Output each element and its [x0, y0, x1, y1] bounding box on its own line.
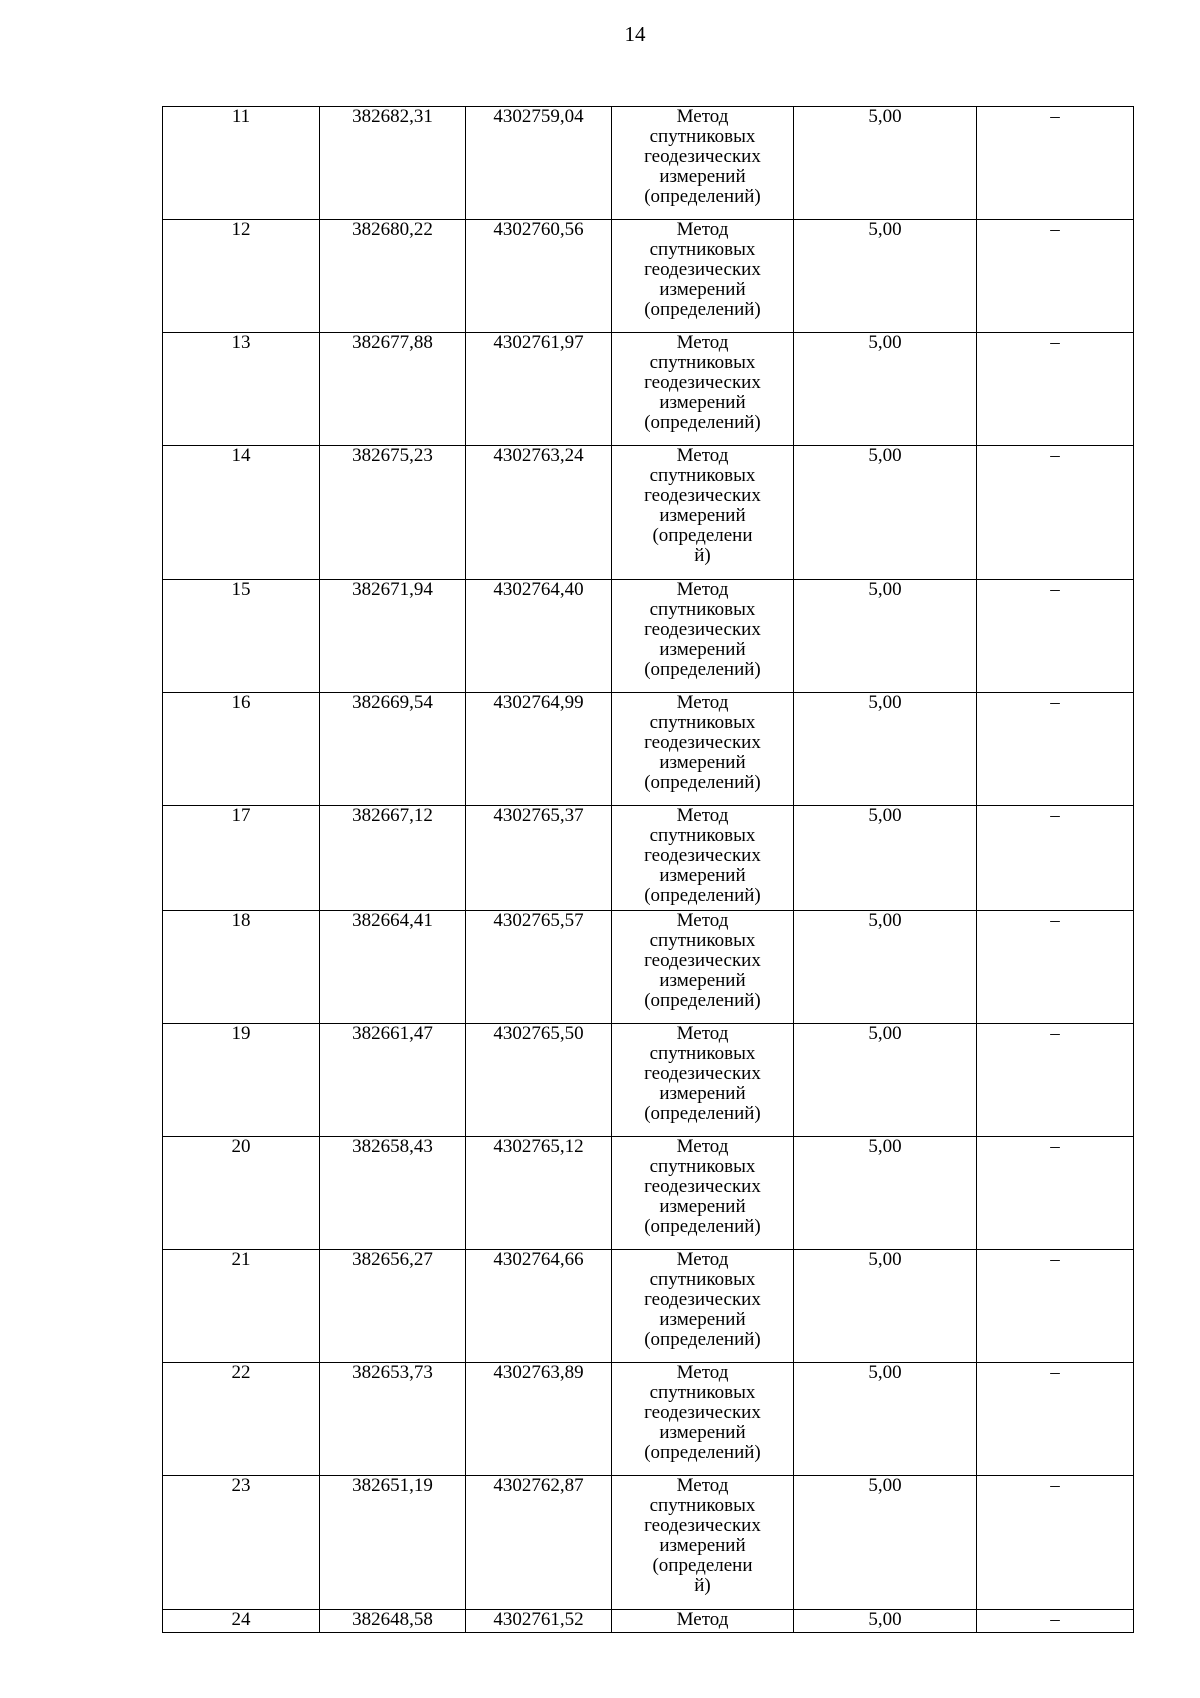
note-cell: – [977, 1250, 1134, 1363]
method-line: геодезических [644, 372, 761, 393]
method-line: Метод [676, 332, 729, 353]
method-line: измерений [659, 639, 746, 660]
x-coordinate-cell: 382682,31 [320, 107, 466, 220]
method-line: измерений [659, 752, 746, 773]
x-coordinate-cell: 382667,12 [320, 806, 466, 911]
method-line: геодезических [644, 950, 761, 971]
x-coordinate-cell: 382651,19 [320, 1476, 466, 1610]
method-cell [612, 806, 794, 911]
method-line: геодезических [644, 619, 761, 640]
point-number-cell: 11 [163, 107, 320, 220]
accuracy-cell: 5,00 [794, 1024, 977, 1137]
accuracy-cell: 5,00 [794, 1250, 977, 1363]
method-line: Метод [676, 692, 729, 713]
table-row [163, 1250, 1134, 1363]
method-line: Метод [676, 1609, 729, 1630]
method-line: Метод [676, 1249, 729, 1270]
note-cell: – [977, 693, 1134, 806]
y-coordinate-cell: 4302765,12 [466, 1137, 612, 1250]
method-line: Метод [676, 106, 729, 127]
table-row [163, 1610, 1134, 1633]
note-cell: – [977, 1476, 1134, 1610]
y-coordinate-cell: 4302765,50 [466, 1024, 612, 1137]
accuracy-cell: 5,00 [794, 1137, 977, 1250]
point-number-cell: 15 [163, 580, 320, 693]
method-line: спутниковых [649, 825, 756, 846]
accuracy-cell: 5,00 [794, 1610, 977, 1633]
method-line: Метод [676, 1475, 729, 1496]
note-cell: – [977, 1610, 1134, 1633]
accuracy-cell: 5,00 [794, 446, 977, 580]
method-cell [612, 1476, 794, 1610]
method-cell [612, 446, 794, 580]
point-number-cell: 17 [163, 806, 320, 911]
y-coordinate-cell: 4302765,57 [466, 911, 612, 1024]
method-line: спутниковых [649, 1495, 756, 1516]
x-coordinate-cell: 382664,41 [320, 911, 466, 1024]
point-number-cell: 22 [163, 1363, 320, 1476]
method-line: (определений) [644, 990, 761, 1011]
method-line: спутниковых [649, 712, 756, 733]
table-row [163, 446, 1134, 580]
method-line: измерений [659, 392, 746, 413]
method-line: спутниковых [649, 1043, 756, 1064]
table-row [163, 1024, 1134, 1137]
note-cell: – [977, 911, 1134, 1024]
method-line: (определений) [644, 412, 761, 433]
method-line: измерений [659, 1422, 746, 1443]
x-coordinate-cell: 382653,73 [320, 1363, 466, 1476]
accuracy-cell: 5,00 [794, 911, 977, 1024]
method-line: геодезических [644, 1063, 761, 1084]
method-line: измерений [659, 505, 746, 526]
accuracy-cell: 5,00 [794, 220, 977, 333]
y-coordinate-cell: 4302763,89 [466, 1363, 612, 1476]
method-line: й) [694, 545, 711, 566]
y-coordinate-cell: 4302764,66 [466, 1250, 612, 1363]
accuracy-cell: 5,00 [794, 580, 977, 693]
point-number-cell: 24 [163, 1610, 320, 1633]
point-number-cell: 18 [163, 911, 320, 1024]
table-body [163, 107, 1134, 1633]
x-coordinate-cell: 382656,27 [320, 1250, 466, 1363]
accuracy-cell: 5,00 [794, 693, 977, 806]
accuracy-cell: 5,00 [794, 333, 977, 446]
point-number-cell: 14 [163, 446, 320, 580]
point-number-cell: 20 [163, 1137, 320, 1250]
note-cell: – [977, 1137, 1134, 1250]
method-line: спутниковых [649, 1156, 756, 1177]
method-line: (определени [652, 525, 753, 546]
method-line: спутниковых [649, 599, 756, 620]
method-line: (определений) [644, 1216, 761, 1237]
method-line: Метод [676, 1136, 729, 1157]
method-cell [612, 1363, 794, 1476]
method-line: (определени [652, 1555, 753, 1576]
method-line: Метод [676, 805, 729, 826]
method-line: (определений) [644, 885, 761, 906]
method-line: геодезических [644, 845, 761, 866]
method-line: Метод [676, 579, 729, 600]
method-line: геодезических [644, 1289, 761, 1310]
method-line: (определений) [644, 1329, 761, 1350]
table-row [163, 1137, 1134, 1250]
point-number-cell: 13 [163, 333, 320, 446]
x-coordinate-cell: 382669,54 [320, 693, 466, 806]
method-line: измерений [659, 166, 746, 187]
method-line: (определений) [644, 1103, 761, 1124]
y-coordinate-cell: 4302759,04 [466, 107, 612, 220]
accuracy-cell: 5,00 [794, 1476, 977, 1610]
y-coordinate-cell: 4302761,97 [466, 333, 612, 446]
note-cell: – [977, 220, 1134, 333]
coordinates-table [162, 106, 1134, 1633]
method-cell [612, 693, 794, 806]
y-coordinate-cell: 4302763,24 [466, 446, 612, 580]
note-cell: – [977, 806, 1134, 911]
table-row [163, 107, 1134, 220]
point-number-cell: 21 [163, 1250, 320, 1363]
accuracy-cell: 5,00 [794, 806, 977, 911]
method-line: спутниковых [649, 1382, 756, 1403]
method-line: измерений [659, 865, 746, 886]
method-cell [612, 1610, 794, 1633]
method-line: спутниковых [649, 1269, 756, 1290]
table-row [163, 1363, 1134, 1476]
x-coordinate-cell: 382680,22 [320, 220, 466, 333]
method-cell [612, 107, 794, 220]
method-cell [612, 220, 794, 333]
table-row [163, 806, 1134, 911]
page-number: 14 [624, 22, 646, 46]
method-line: измерений [659, 970, 746, 991]
x-coordinate-cell: 382671,94 [320, 580, 466, 693]
method-line: измерений [659, 1083, 746, 1104]
method-line: Метод [676, 445, 729, 466]
method-line: измерений [659, 1535, 746, 1556]
table-row [163, 333, 1134, 446]
point-number-cell: 19 [163, 1024, 320, 1137]
note-cell: – [977, 1363, 1134, 1476]
method-line: спутниковых [649, 352, 756, 373]
method-line: (определений) [644, 659, 761, 680]
table-row [163, 580, 1134, 693]
method-cell [612, 1250, 794, 1363]
point-number-cell: 23 [163, 1476, 320, 1610]
note-cell: – [977, 333, 1134, 446]
method-line: измерений [659, 1309, 746, 1330]
method-line: (определений) [644, 772, 761, 793]
method-cell [612, 1137, 794, 1250]
method-cell [612, 911, 794, 1024]
method-line: Метод [676, 1023, 729, 1044]
note-cell: – [977, 1024, 1134, 1137]
x-coordinate-cell: 382677,88 [320, 333, 466, 446]
x-coordinate-cell: 382658,43 [320, 1137, 466, 1250]
point-number-cell: 16 [163, 693, 320, 806]
x-coordinate-cell: 382661,47 [320, 1024, 466, 1137]
table-row [163, 220, 1134, 333]
method-line: геодезических [644, 259, 761, 280]
method-line: й) [694, 1575, 711, 1596]
method-line: геодезических [644, 485, 761, 506]
y-coordinate-cell: 4302765,37 [466, 806, 612, 911]
table-row [163, 693, 1134, 806]
method-line: (определений) [644, 299, 761, 320]
method-line: Метод [676, 1362, 729, 1383]
point-number-cell: 12 [163, 220, 320, 333]
method-line: спутниковых [649, 239, 756, 260]
method-line: измерений [659, 279, 746, 300]
method-line: геодезических [644, 146, 761, 167]
method-line: геодезических [644, 1402, 761, 1423]
x-coordinate-cell: 382675,23 [320, 446, 466, 580]
note-cell: – [977, 107, 1134, 220]
accuracy-cell: 5,00 [794, 107, 977, 220]
note-cell: – [977, 580, 1134, 693]
y-coordinate-cell: 4302764,40 [466, 580, 612, 693]
method-line: Метод [676, 910, 729, 931]
method-cell [612, 1024, 794, 1137]
method-line: геодезических [644, 732, 761, 753]
y-coordinate-cell: 4302760,56 [466, 220, 612, 333]
method-line: геодезических [644, 1515, 761, 1536]
y-coordinate-cell: 4302761,52 [466, 1610, 612, 1633]
method-line: измерений [659, 1196, 746, 1217]
accuracy-cell: 5,00 [794, 1363, 977, 1476]
method-line: геодезических [644, 1176, 761, 1197]
note-cell: – [977, 446, 1134, 580]
method-line: спутниковых [649, 465, 756, 486]
method-line: Метод [676, 219, 729, 240]
method-line: (определений) [644, 186, 761, 207]
table-row [163, 1476, 1134, 1610]
table-row [163, 911, 1134, 1024]
method-line: (определений) [644, 1442, 761, 1463]
y-coordinate-cell: 4302764,99 [466, 693, 612, 806]
y-coordinate-cell: 4302762,87 [466, 1476, 612, 1610]
x-coordinate-cell: 382648,58 [320, 1610, 466, 1633]
method-line: спутниковых [649, 126, 756, 147]
method-cell [612, 580, 794, 693]
method-line: спутниковых [649, 930, 756, 951]
method-cell [612, 333, 794, 446]
